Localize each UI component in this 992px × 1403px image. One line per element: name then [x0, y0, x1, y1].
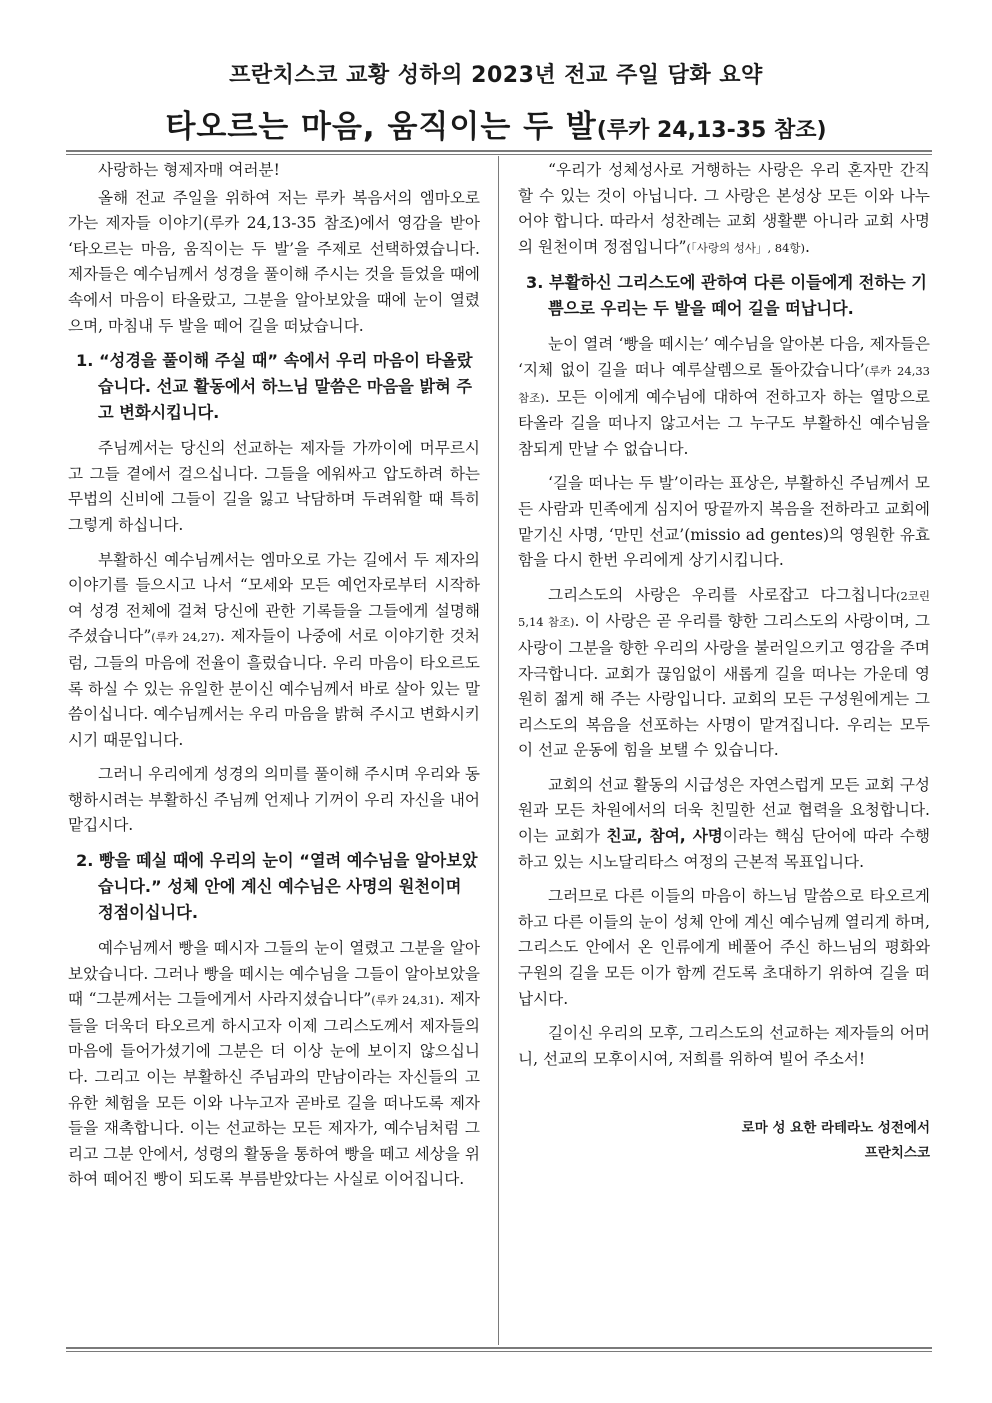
paragraph: [518, 773, 930, 875]
signature-name: 프란치스코: [864, 1145, 930, 1162]
paragraph-text: “우리가 성체성사로 거행하는 사랑은 우리 혼자만 간직할 수 있는 것이 아닙니다. 그 사랑은 본성상 모든 이와 나누어야 합니다. 따라서 성찬례는 교회 생활뿐 아니라 교회 사명의 원천이며 정점입니다”: [518, 161, 930, 256]
paragraph: [518, 583, 930, 764]
greeting: 사랑하는 형제자매 여러분!: [98, 161, 280, 179]
citation: (2코린 5,14 참조): [518, 588, 930, 630]
section-heading-3: 3. 부활하신 그리스도에 관하여 다른 이들에게 전하는 기쁨으로 우리는 두 발을 떼어 길을 떠납니다.: [526, 273, 927, 319]
title-reference: (루카 24,13-35 참조): [596, 118, 827, 143]
paragraph-text: 그리스도의 사랑은 우리를 사로잡고 다그칩니다: [548, 585, 896, 604]
section-heading-1: 1. “성경을 풀이해 주실 때” 속에서 우리 마음이 타올랐습니다. 선교 활동에서 하느님 말씀은 마음을 밝혀 주고 변화시킵니다.: [76, 351, 473, 423]
paragraph: [68, 548, 480, 754]
paragraph: 주님께서는 당신의 선교하는 제자들 가까이에 머무르시고 그들 곁에서 걸으십니다. 그들을 에워싸고 압도하려 하는 무법의 신비에 그들이 길을 잃고 낙담하며 두려워할 때 특히 그렇게 하십니다.: [68, 439, 480, 534]
column-divider: [498, 156, 499, 1345]
paragraph-text: 이라는 핵심 단어에 따라 수행하고 있는 시노달리타스 여정의 근본적 목표입니다.: [518, 827, 931, 871]
document-header: [0, 58, 992, 146]
paragraph: [518, 332, 930, 462]
paragraph-text: 교회의 선교 활동의 시급성은 자연스럽게 모든 교회 구성원과 모든 차원에서의 더욱 친밀한 선교 협력을 요청합니다. 이는 교회가: [518, 775, 930, 846]
emphasis-keywords: 친교, 참여, 사명: [606, 827, 723, 846]
paragraph-text: .: [805, 237, 810, 256]
citation: (루카 24,31): [371, 993, 440, 1008]
signature-place: 로마 성 요한 라테라노 성전에서: [741, 1120, 930, 1137]
closing-prayer: 길이신 우리의 모후, 그리스도의 선교하는 제자들의 어머니, 선교의 모후이시여, 저희를 위하여 빌어 주소서!: [518, 1024, 930, 1068]
paragraph: [518, 158, 930, 261]
signature-block: [518, 1116, 930, 1166]
paragraph: [68, 936, 480, 1193]
document-subtitle: 프란치스코 교황 성하의 2023년 전교 주일 담화 요약: [229, 63, 763, 88]
paragraph-text: 예수님께서 빵을 떼시자 그들의 눈이 열렸고 그분을 알아보았습니다. 그러나 빵을 떼시는 예수님을 그들이 알아보았을 때 “그분께서는 그들에게서 사라지셨습니다”: [68, 939, 480, 1009]
paragraph: 올해 전교 주일을 위하여 저는 루카 복음서의 엠마오로 가는 제자들 이야기(루카 24,13-35 참조)에서 영감을 받아 ‘타오르는 마음, 움직이는 두 발’을 주제로 선택하였습니다. 제자들은 예수님께서 성경을 풀이해 주시는 것을 들었을 때에 속에서 마음이 타올랐고, 그분을 알아보았을 때에 눈이 열렸으며, 마침내 두 발을 떼어 길을 떠났습니다.: [68, 188, 480, 335]
left-column: [68, 158, 480, 1202]
top-divider: [66, 150, 932, 155]
document-title: [0, 101, 992, 146]
section-heading-2: 2. 빵을 떼실 때에 우리의 눈이 “열려 예수님을 알아보았습니다.” 성체 안에 계신 예수님은 사명의 원천이며 정점이십니다.: [76, 851, 478, 923]
citation: (「사랑의 성사」, 84항): [686, 240, 806, 255]
paragraph-text: . 제자들이 나중에 서로 이야기한 것처럼, 그들의 마음에 전율이 흘렀습니다. 우리 마음이 타오르도록 하실 수 있는 유일한 분이신 예수님께서 바로 살아 있는 말씀이십니다. 예수님께서는 우리 마음을 밝혀 주시고 변화시키시기 때문입니다.: [68, 627, 480, 749]
paragraph-text: . 모든 이에게 예수님에 대하여 전하고자 하는 열망으로 타올라 길을 떠나지 않고서는 그 누구도 부활하신 예수님을 참되게 만날 수 없습니다.: [518, 387, 930, 458]
paragraph-text: . 제자들을 더욱더 타오르게 하시고자 이제 그리스도께서 제자들의 마음에 들어가셨기에 그분은 더 이상 눈에 보이지 않으십니다. 그리고 이는 부활하신 주님과의 만남이라는 자신들의 고유한 체험을 모든 이와 나누고자 곧바로 길을 떠나도록 제자들을 재촉합니다. 이는 선교하는 모든 제자가, 예수님처럼 그리고 그분 안에서, 성령의 활동을 통하여 빵을 떼고 세상을 위하여 떼어진 빵이 되도록 부름받았다는 사실로 이어집니다.: [68, 990, 480, 1189]
paragraph: 그러니 우리에게 성경의 의미를 풀이해 주시며 우리와 동행하시려는 부활하신 주님께 언제나 기꺼이 우리 자신을 내어 맡깁시다.: [68, 765, 480, 835]
paragraph-text: 부활하신 예수님께서는 엠마오로 가는 길에서 두 제자의 이야기를 들으시고 나서 “모세와 모든 예언자로부터 시작하여 성경 전체에 걸쳐 당신에 관한 기록들을 그들에게 설명해 주셨습니다”: [68, 550, 480, 646]
title-text: 타오르는 마음, 움직이는 두 발: [165, 109, 597, 145]
citation: (루카 24,33 참조): [518, 363, 930, 405]
paragraph-text: . 이 사랑은 곧 우리를 향한 그리스도의 사랑이며, 그 사랑이 그분을 향한 우리의 사랑을 불러일으키고 영감을 주며 자극합니다. 교회가 끊임없이 새롭게 길을 떠나는 가운데 영원히 젊게 해 주는 사랑입니다. 교회의 모든 구성원에게는 그리스도의 복음을 선포하는 사명이 맡겨집니다. 우리는 모두 이 선교 운동에 힘을 보탤 수 있습니다.: [518, 612, 930, 760]
citation: (루카 24,27): [151, 630, 220, 645]
paragraph: ‘길을 떠나는 두 발’이라는 표상은, 부활하신 주님께서 모든 사람과 민족에게 심지어 땅끝까지 복음을 전하라고 교회에 맡기신 사명, ‘만민 선교’(missio ad gentes)의 영원한 유효함을 다시 한번 우리에게 상기시킵니다.: [518, 474, 930, 570]
right-column: [518, 158, 930, 1166]
bottom-divider: [66, 1347, 932, 1352]
paragraph-text: 눈이 열려 ‘빵을 떼시는’ 예수님을 알아본 다음, 제자들은 ‘지체 없이 길을 떠나 예루살렘으로 돌아갔습니다’: [518, 335, 930, 379]
paragraph: 그러므로 다른 이들의 마음이 하느님 말씀으로 타오르게 하고 다른 이들의 눈이 성체 안에 계신 예수님께 열리게 하며, 그리스도 안에서 온 인류에게 베풀어 주신 하느님의 평화와 구원의 길을 모든 이가 함께 걷도록 초대하기 위하여 길을 떠납시다.: [518, 887, 930, 1008]
